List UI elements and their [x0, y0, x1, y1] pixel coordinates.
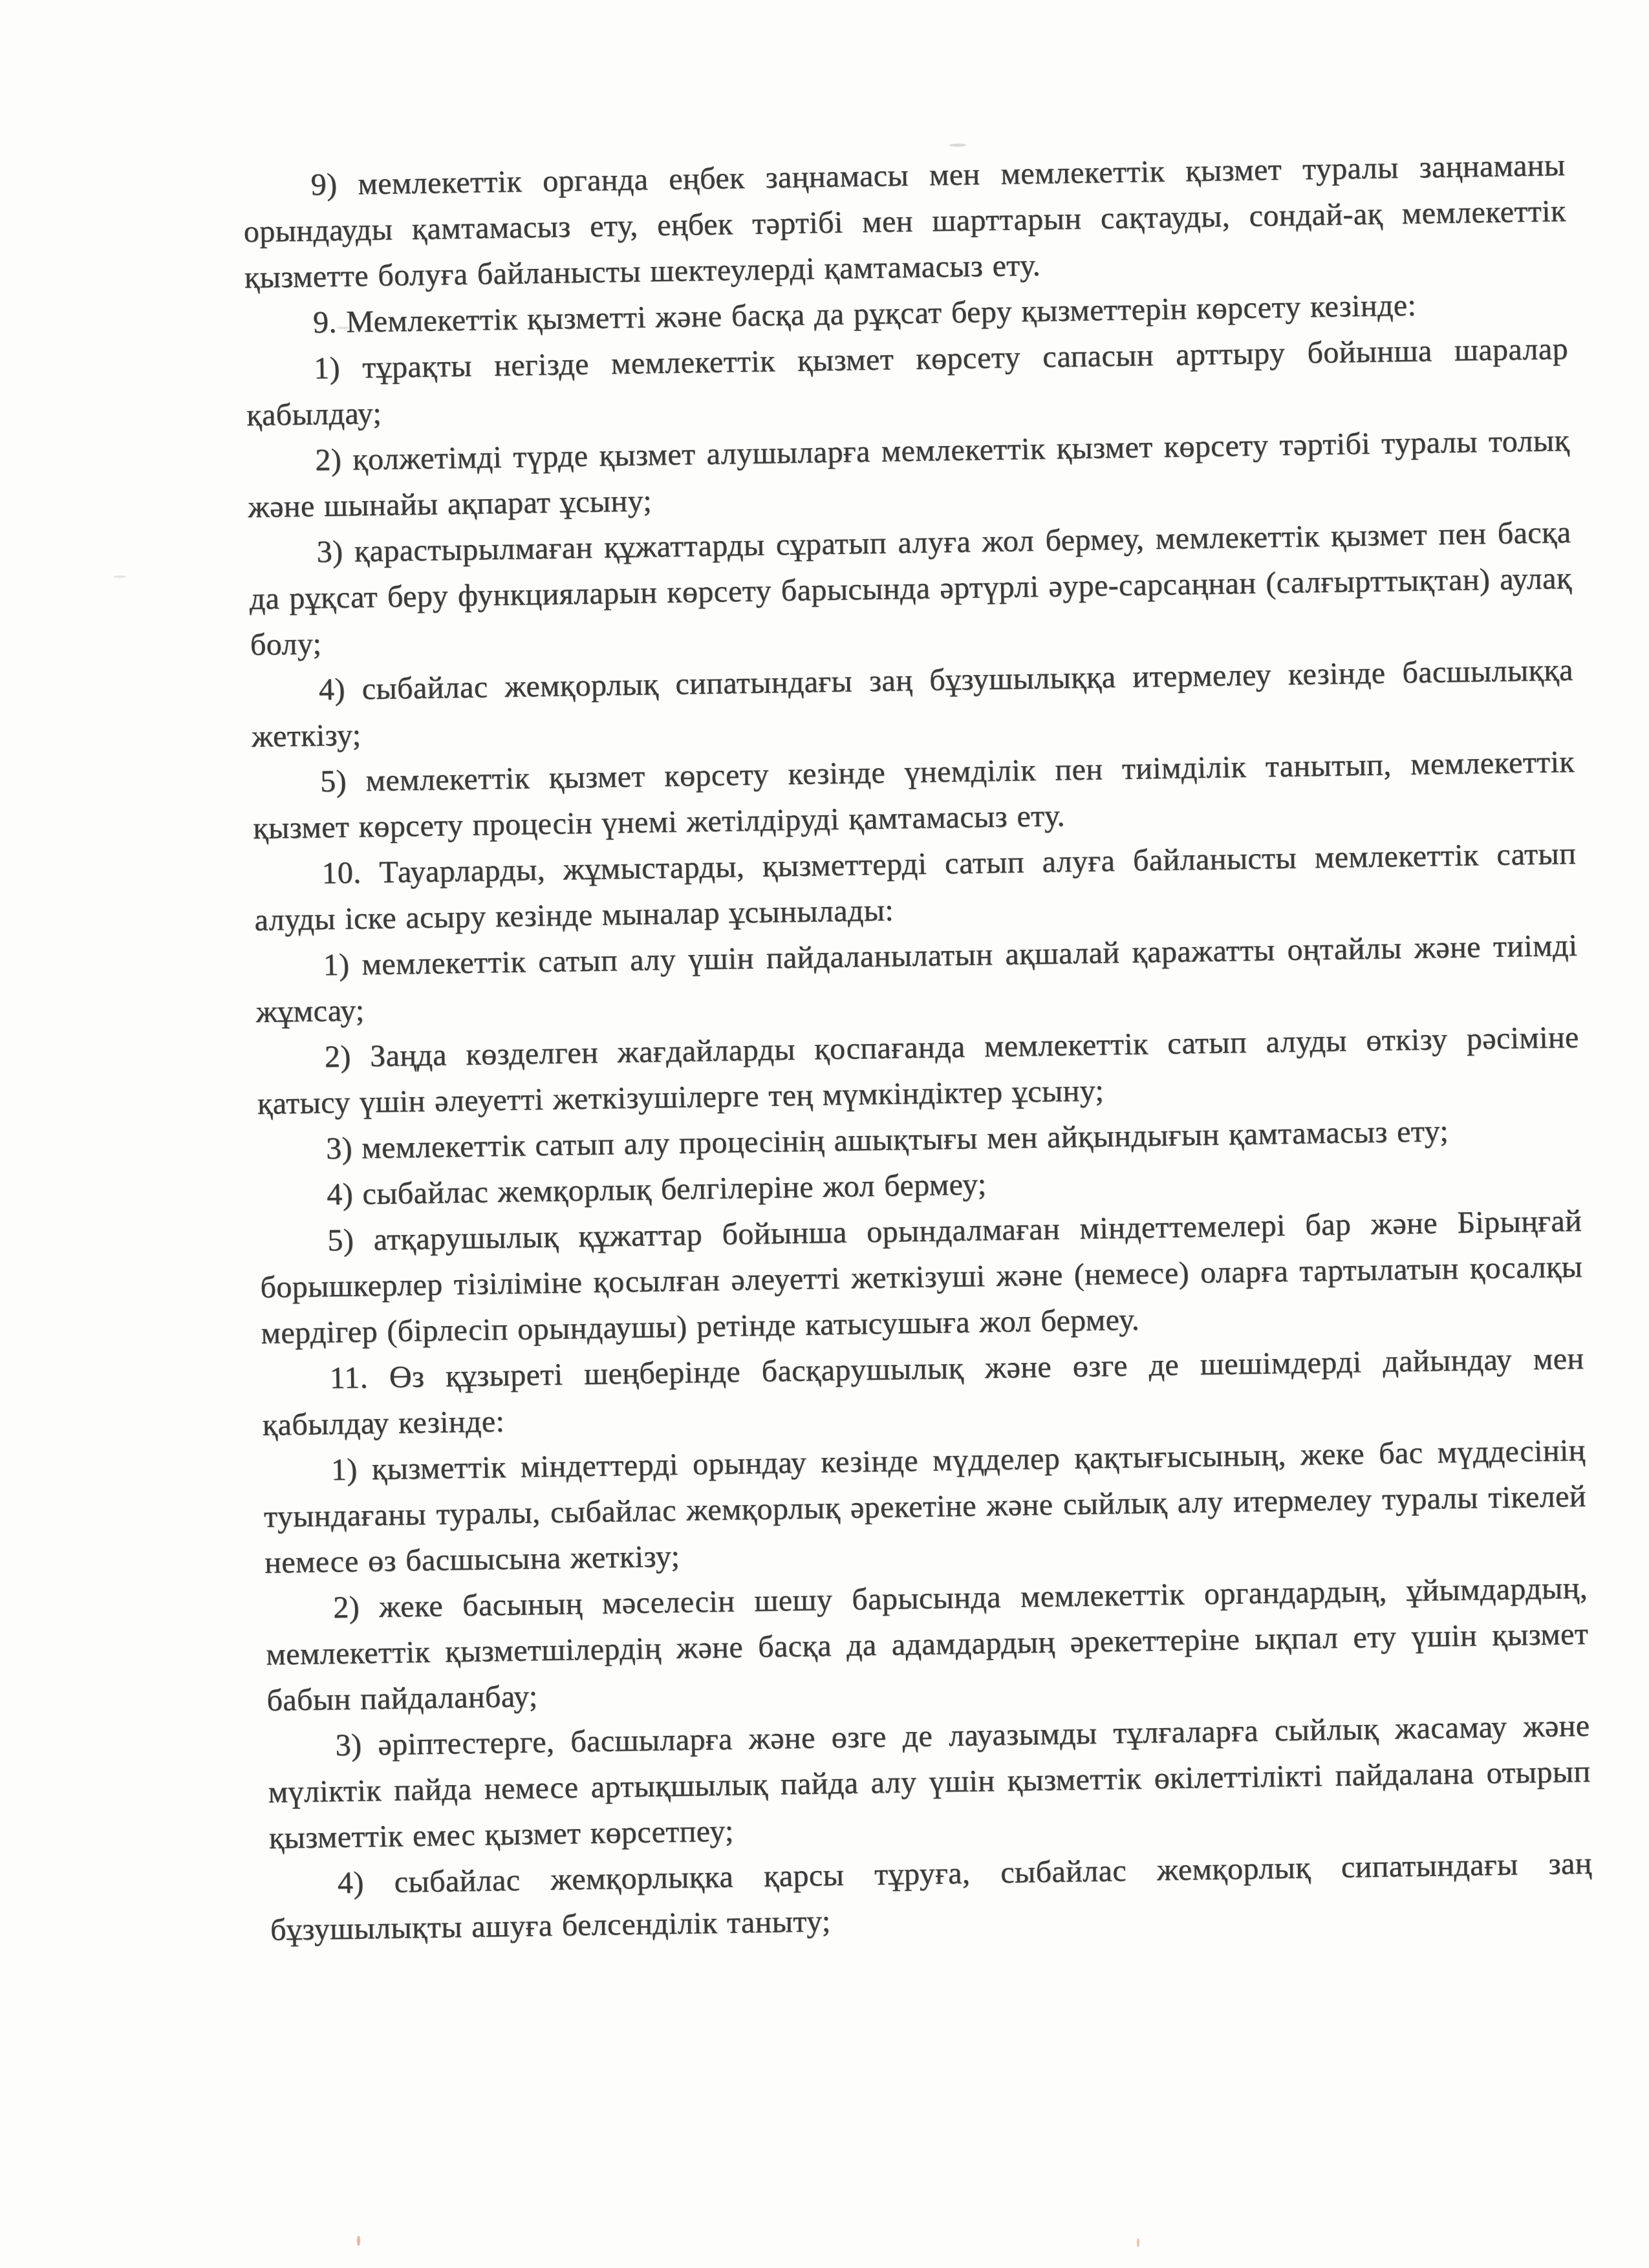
paragraph: 9. Мемлекеттік қызметті және басқа да рұқсат беру қызметтерін көрсету кезінде:: [312, 288, 1417, 340]
paragraph: 3) мемлекеттік сатып алу процесінің ашықтығы мен айқындығын қамтамасыз ету;: [325, 1113, 1449, 1166]
scan-speck: [949, 144, 966, 147]
paragraph: 9) мемлекеттік органда еңбек заңнамасы мен мемлекеттік қызмет туралы заңнаманы орындауды қамтамасыз ету, еңбек тәртібі мен шарттарын сақтауды, сондай-ақ мемлекеттік қызметте болуға байланысты шектеулерді қамтамасыз ету.: [243, 147, 1566, 295]
paragraph: 5) атқарушылық құжаттар бойынша орындалмаған міндеттемелері бар және Бірыңғай борышкерлер тізіліміне қосылған әлеуетті жеткізуші және (немесе) оларға тартылатын қосалқы мердігер (бірлесіп орындаушы) ретінде катысушыға жол бермеу.: [260, 1203, 1583, 1351]
paragraph: 3) қарастырылмаған құжаттарды сұратып алуға жол бермеу, мемлекеттік қызмет пен басқа да рұқсат беру функцияларын көрсету барысында әртүрлі әуре-сарсаңнан (салғырттықтан) аулақ болу;: [249, 515, 1572, 662]
paragraph: 2) жеке басының мәселесін шешу барысында мемлекеттік органдардың, ұйымдардың, мемлекеттік қызметшілердің және басқа да адамдардың әрекеттеріне ықпал ету үшін қызмет бабын пайдаланбау;: [265, 1570, 1589, 1718]
scan-speck: [357, 2236, 360, 2246]
paragraph: 2) қолжетімді түрде қызмет алушыларға мемлекеттік қызмет көрсету тәртібі туралы толық және шынайы ақпарат ұсыну;: [248, 423, 1570, 524]
paragraph: 5) мемлекеттік қызмет көрсету кезінде үнемділік пен тиімділік танытып, мемлекеттік қызмет көрсету процесін үнемі жетілдіруді қамтамасыз ету.: [252, 744, 1575, 846]
paragraph: 1) тұрақты негізде мемлекеттік қызмет көрсету сапасын арттыру бойынша шаралар қабылдау;: [246, 331, 1569, 433]
paragraph: 1) мемлекеттік сатып алу үшін пайдаланылатын ақшалай қаражатты оңтайлы және тиімді жұмсау;: [255, 928, 1578, 1029]
text-block: [242, 142, 1593, 1953]
paragraph: 4) сыбайлас жемқорлықка қарсы тұруға, сыбайлас жемқорлық сипатындағы заң бұзушылықты ашуға белсенділік таныту;: [270, 1846, 1593, 1947]
paragraph: 11. Өз құзыреті шеңберінде басқарушылық және өзге де шешімдерді дайындау мен қабылдау кезінде:: [262, 1341, 1584, 1442]
paragraph: 1) қызметтік міндеттерді орындау кезінде мүдделер қақтығысының, жеке бас мүддесінің туындағаны туралы, сыбайлас жемқорлық әрекетіне және сыйлық алу итермелеу туралы тікелей немесе өз басшысына жеткізу;: [263, 1433, 1587, 1580]
paragraph: 2) Заңда көзделген жағдайларды қоспағанда мемлекеттік сатып алуды өткізу рәсіміне қатысу үшін әлеуетті жеткізушілерге тең мүмкіндіктер ұсыну;: [257, 1020, 1580, 1121]
paragraph: 4) сыбайлас жемқорлық белгілеріне жол бермеу;: [326, 1167, 987, 1212]
paragraph: 10. Тауарларды, жұмыстарды, қызметтерді сатып алуға байланысты мемлекеттік сатып алуды іске асыру кезінде мыналар ұсынылады:: [254, 836, 1577, 937]
paragraph: 3) әріптестерге, басшыларға және өзге де лауазымды тұлғаларға сыйлық жасамау және мүліктік пайда немесе артықшылық пайда алу үшін қызметтік өкілеттілікті пайдалана отырып қызметтік емес қызмет көрсетпеу;: [268, 1708, 1591, 1856]
scan-speck: [113, 575, 126, 578]
scan-speck: [336, 326, 350, 329]
paragraph: 4) сыбайлас жемқорлық сипатындағы заң бұзушылыққа итермелеу кезінде басшылыққа жеткізу;: [251, 652, 1574, 754]
scan-speck: [1137, 2238, 1139, 2247]
